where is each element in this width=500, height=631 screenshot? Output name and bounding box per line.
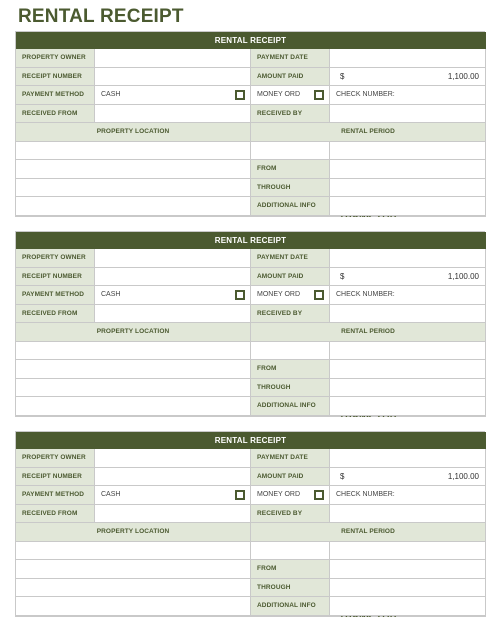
amount-value: 1,100.00 bbox=[447, 71, 479, 81]
property-location-line[interactable] bbox=[16, 560, 251, 579]
from-date-field[interactable] bbox=[330, 560, 486, 579]
check-number-field[interactable] bbox=[330, 286, 486, 305]
property-location-line[interactable] bbox=[16, 597, 251, 616]
cash-option bbox=[95, 286, 251, 305]
receipt-header: RENTAL RECEIPT bbox=[16, 232, 486, 249]
received-from-label: RECEIVED FROM bbox=[16, 105, 95, 124]
money-order-option bbox=[251, 486, 330, 505]
received-by-label: RECEIVED BY bbox=[251, 505, 330, 524]
received-from-field[interactable] bbox=[95, 105, 251, 124]
payment-date-label: PAYMENT DATE bbox=[251, 49, 330, 68]
rental-period-label: RENTAL PERIOD bbox=[251, 323, 486, 342]
thank-you-banner bbox=[251, 216, 486, 218]
payment-method-label: PAYMENT METHOD bbox=[16, 286, 95, 305]
additional-info-label: ADDITIONAL INFO bbox=[251, 397, 330, 416]
property-location-line[interactable] bbox=[16, 160, 251, 179]
currency-symbol: $ bbox=[340, 271, 345, 281]
from-date-field[interactable] bbox=[330, 360, 486, 379]
property-location-label: PROPERTY LOCATION bbox=[16, 323, 251, 342]
blank-cell bbox=[251, 142, 330, 161]
cash-checkbox[interactable] bbox=[235, 490, 245, 500]
amount-paid-label: AMOUNT PAID bbox=[251, 268, 330, 287]
cash-label: CASH bbox=[101, 91, 121, 99]
property-location-line[interactable] bbox=[16, 342, 251, 361]
money-order-option bbox=[251, 86, 330, 105]
blank-cell bbox=[330, 542, 486, 561]
receipt-number-field[interactable] bbox=[95, 468, 251, 487]
received-by-label: RECEIVED BY bbox=[251, 305, 330, 324]
property-owner-label: PROPERTY OWNER bbox=[16, 249, 95, 268]
additional-info-label: ADDITIONAL INFO bbox=[251, 597, 330, 616]
cash-option bbox=[95, 486, 251, 505]
from-date-field[interactable] bbox=[330, 160, 486, 179]
from-label: FROM bbox=[251, 560, 330, 579]
blank-cell bbox=[330, 342, 486, 361]
rental-receipt bbox=[15, 431, 485, 617]
cash-label: CASH bbox=[101, 291, 121, 299]
currency-symbol: $ bbox=[340, 71, 345, 81]
property-owner-label: PROPERTY OWNER bbox=[16, 449, 95, 468]
money-order-label: MONEY ORD bbox=[257, 291, 301, 299]
property-owner-field[interactable] bbox=[95, 449, 251, 468]
property-owner-field[interactable] bbox=[95, 49, 251, 68]
property-location-line[interactable] bbox=[16, 179, 251, 198]
through-label: THROUGH bbox=[251, 379, 330, 398]
amount-paid-field[interactable] bbox=[330, 268, 486, 287]
received-by-field[interactable] bbox=[330, 505, 486, 524]
additional-info-label: ADDITIONAL INFO bbox=[251, 197, 330, 216]
money-order-checkbox[interactable] bbox=[314, 90, 324, 100]
amount-value: 1,100.00 bbox=[447, 271, 479, 281]
cash-checkbox[interactable] bbox=[235, 290, 245, 300]
property-location-label: PROPERTY LOCATION bbox=[16, 523, 251, 542]
receipt-number-field[interactable] bbox=[95, 68, 251, 87]
rental-period-label: RENTAL PERIOD bbox=[251, 123, 486, 142]
money-order-label: MONEY ORD bbox=[257, 91, 301, 99]
rental-period-label: RENTAL PERIOD bbox=[251, 523, 486, 542]
payment-date-field[interactable] bbox=[330, 249, 486, 268]
additional-info-field[interactable] bbox=[330, 597, 486, 616]
property-location-label: PROPERTY LOCATION bbox=[16, 123, 251, 142]
check-number-field[interactable] bbox=[330, 486, 486, 505]
property-location-line[interactable] bbox=[16, 616, 251, 618]
amount-paid-label: AMOUNT PAID bbox=[251, 68, 330, 87]
money-order-option bbox=[251, 286, 330, 305]
rental-receipt bbox=[15, 31, 485, 217]
amount-paid-label: AMOUNT PAID bbox=[251, 468, 330, 487]
through-date-field[interactable] bbox=[330, 579, 486, 598]
currency-symbol: $ bbox=[340, 471, 345, 481]
property-owner-label: PROPERTY OWNER bbox=[16, 49, 95, 68]
through-date-field[interactable] bbox=[330, 379, 486, 398]
amount-paid-field[interactable] bbox=[330, 68, 486, 87]
received-from-label: RECEIVED FROM bbox=[16, 305, 95, 324]
receipt-number-field[interactable] bbox=[95, 268, 251, 287]
money-order-checkbox[interactable] bbox=[314, 290, 324, 300]
received-by-label: RECEIVED BY bbox=[251, 105, 330, 124]
check-number-field[interactable] bbox=[330, 86, 486, 105]
additional-info-field[interactable] bbox=[330, 197, 486, 216]
blank-cell bbox=[251, 542, 330, 561]
receipt-number-label: RECEIPT NUMBER bbox=[16, 268, 95, 287]
property-owner-field[interactable] bbox=[95, 249, 251, 268]
received-by-field[interactable] bbox=[330, 105, 486, 124]
check-number-label: CHECK NUMBER: bbox=[336, 91, 395, 99]
property-location-line[interactable] bbox=[16, 142, 251, 161]
thank-you-banner bbox=[251, 616, 486, 618]
property-location-line[interactable] bbox=[16, 542, 251, 561]
payment-method-label: PAYMENT METHOD bbox=[16, 86, 95, 105]
cash-label: CASH bbox=[101, 491, 121, 499]
receipt-number-label: RECEIPT NUMBER bbox=[16, 68, 95, 87]
received-from-field[interactable] bbox=[95, 305, 251, 324]
cash-option bbox=[95, 86, 251, 105]
blank-cell bbox=[251, 342, 330, 361]
payment-method-label: PAYMENT METHOD bbox=[16, 486, 95, 505]
money-order-label: MONEY ORD bbox=[257, 491, 301, 499]
from-label: FROM bbox=[251, 160, 330, 179]
property-location-line[interactable] bbox=[16, 379, 251, 398]
payment-date-field[interactable] bbox=[330, 49, 486, 68]
through-date-field[interactable] bbox=[330, 179, 486, 198]
rental-receipt bbox=[15, 231, 485, 417]
received-by-field[interactable] bbox=[330, 305, 486, 324]
cash-checkbox[interactable] bbox=[235, 90, 245, 100]
receipt-header: RENTAL RECEIPT bbox=[16, 32, 486, 49]
thank-you-banner bbox=[251, 416, 486, 418]
property-location-line[interactable] bbox=[16, 579, 251, 598]
check-number-label: CHECK NUMBER: bbox=[336, 491, 395, 499]
amount-value: 1,100.00 bbox=[447, 471, 479, 481]
payment-date-label: PAYMENT DATE bbox=[251, 249, 330, 268]
property-location-line[interactable] bbox=[16, 397, 251, 416]
page-title: RENTAL RECEIPT bbox=[18, 6, 184, 27]
through-label: THROUGH bbox=[251, 179, 330, 198]
from-label: FROM bbox=[251, 360, 330, 379]
property-location-line[interactable] bbox=[16, 197, 251, 216]
payment-date-field[interactable] bbox=[330, 449, 486, 468]
received-from-field[interactable] bbox=[95, 505, 251, 524]
blank-cell bbox=[330, 142, 486, 161]
additional-info-field[interactable] bbox=[330, 397, 486, 416]
receipt-number-label: RECEIPT NUMBER bbox=[16, 468, 95, 487]
property-location-line[interactable] bbox=[16, 360, 251, 379]
amount-paid-field[interactable] bbox=[330, 468, 486, 487]
money-order-checkbox[interactable] bbox=[314, 490, 324, 500]
property-location-line[interactable] bbox=[16, 416, 251, 418]
payment-date-label: PAYMENT DATE bbox=[251, 449, 330, 468]
through-label: THROUGH bbox=[251, 579, 330, 598]
received-from-label: RECEIVED FROM bbox=[16, 505, 95, 524]
receipt-header: RENTAL RECEIPT bbox=[16, 432, 486, 449]
property-location-line[interactable] bbox=[16, 216, 251, 218]
check-number-label: CHECK NUMBER: bbox=[336, 291, 395, 299]
